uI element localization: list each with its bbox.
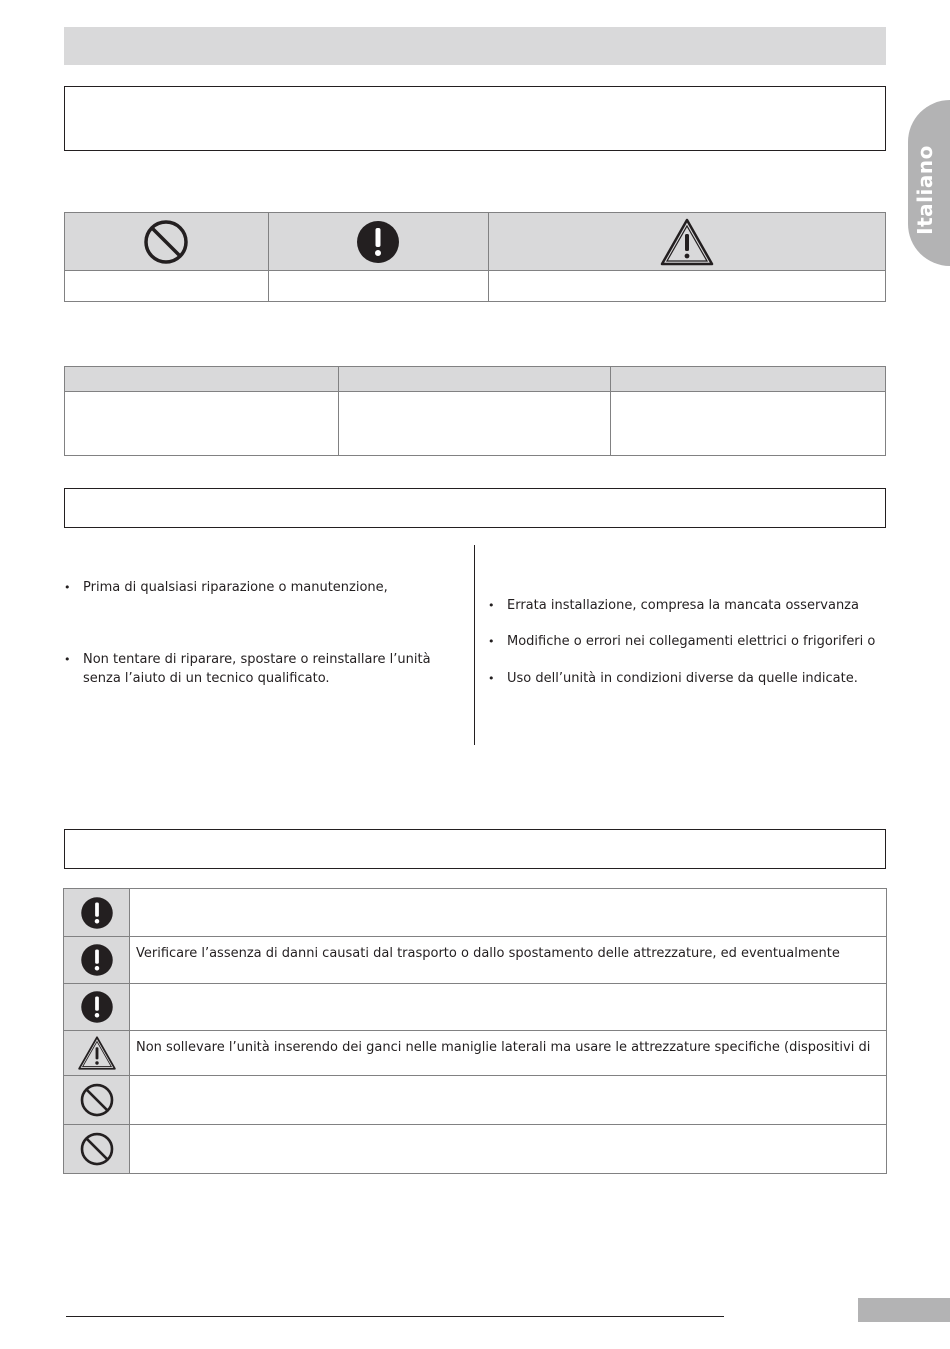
warning-triangle-icon xyxy=(77,1035,117,1071)
prohibition-icon xyxy=(79,1082,115,1118)
prohibition-icon xyxy=(142,218,190,266)
info-table-header-3 xyxy=(611,367,886,392)
mandatory-icon xyxy=(79,942,115,978)
table-row xyxy=(64,889,887,937)
info-table-header-1 xyxy=(65,367,339,392)
info-table-header-2 xyxy=(338,367,611,392)
warnings-table xyxy=(63,888,887,1174)
page-number-tab xyxy=(858,1298,950,1322)
symbols-table xyxy=(64,212,886,302)
symbol-cell-warning xyxy=(488,213,886,271)
symbol-label-mandatory xyxy=(268,271,488,302)
symbol-label-prohibition xyxy=(65,271,269,302)
language-tab-label: Italiano xyxy=(913,145,937,235)
info-table xyxy=(64,366,886,456)
info-table-cell-3 xyxy=(611,392,886,456)
table-row xyxy=(64,937,887,984)
precautions-right-column: • Errata installazione, compresa la mancata osservanza • Modifiche o errori nei collegamenti elettrici o frigoriferi o • Uso dell’unità in condizioni diverse da quelle indicate. xyxy=(488,598,876,686)
mandatory-icon xyxy=(79,989,115,1025)
warning-text: Non sollevare l’unità inserendo dei ganci nelle maniglie laterali ma usare le attrezzature specifiche (dispositivi di xyxy=(136,1040,871,1055)
table-row xyxy=(64,1076,887,1125)
prohibition-icon xyxy=(79,1131,115,1167)
table-row xyxy=(64,984,887,1031)
header-bar xyxy=(64,27,886,65)
warning-text xyxy=(130,889,886,897)
footer-rule xyxy=(66,1316,724,1317)
mandatory-icon xyxy=(354,218,402,266)
table-row xyxy=(64,1031,887,1076)
info-table-cell-1 xyxy=(65,392,339,456)
precautions-left-column: • Prima di qualsiasi riparazione o manutenzione, • Non tentare di riparare, spostare o reinstallare l’unità senza l’aiuto di un tecnico qualificato. xyxy=(64,580,431,686)
column-divider xyxy=(474,545,475,745)
language-tab-label-wrap xyxy=(900,145,950,235)
symbol-cell-prohibition xyxy=(65,213,269,271)
mandatory-icon xyxy=(79,895,115,931)
symbol-label-warning xyxy=(488,271,886,302)
symbol-cell-mandatory xyxy=(268,213,488,271)
section-title-box-1 xyxy=(64,86,886,151)
info-table-cell-2 xyxy=(338,392,611,456)
warning-triangle-icon xyxy=(659,217,715,267)
warning-text xyxy=(130,1076,886,1084)
warning-text xyxy=(130,1125,886,1133)
warning-text: Verificare l’assenza di danni causati dal trasporto o dallo spostamento delle attrezzature, ed eventualmente xyxy=(136,946,840,961)
section-title-box-2 xyxy=(64,488,886,528)
section-title-box-3 xyxy=(64,829,886,869)
warning-text xyxy=(130,984,886,992)
table-row xyxy=(64,1125,887,1174)
